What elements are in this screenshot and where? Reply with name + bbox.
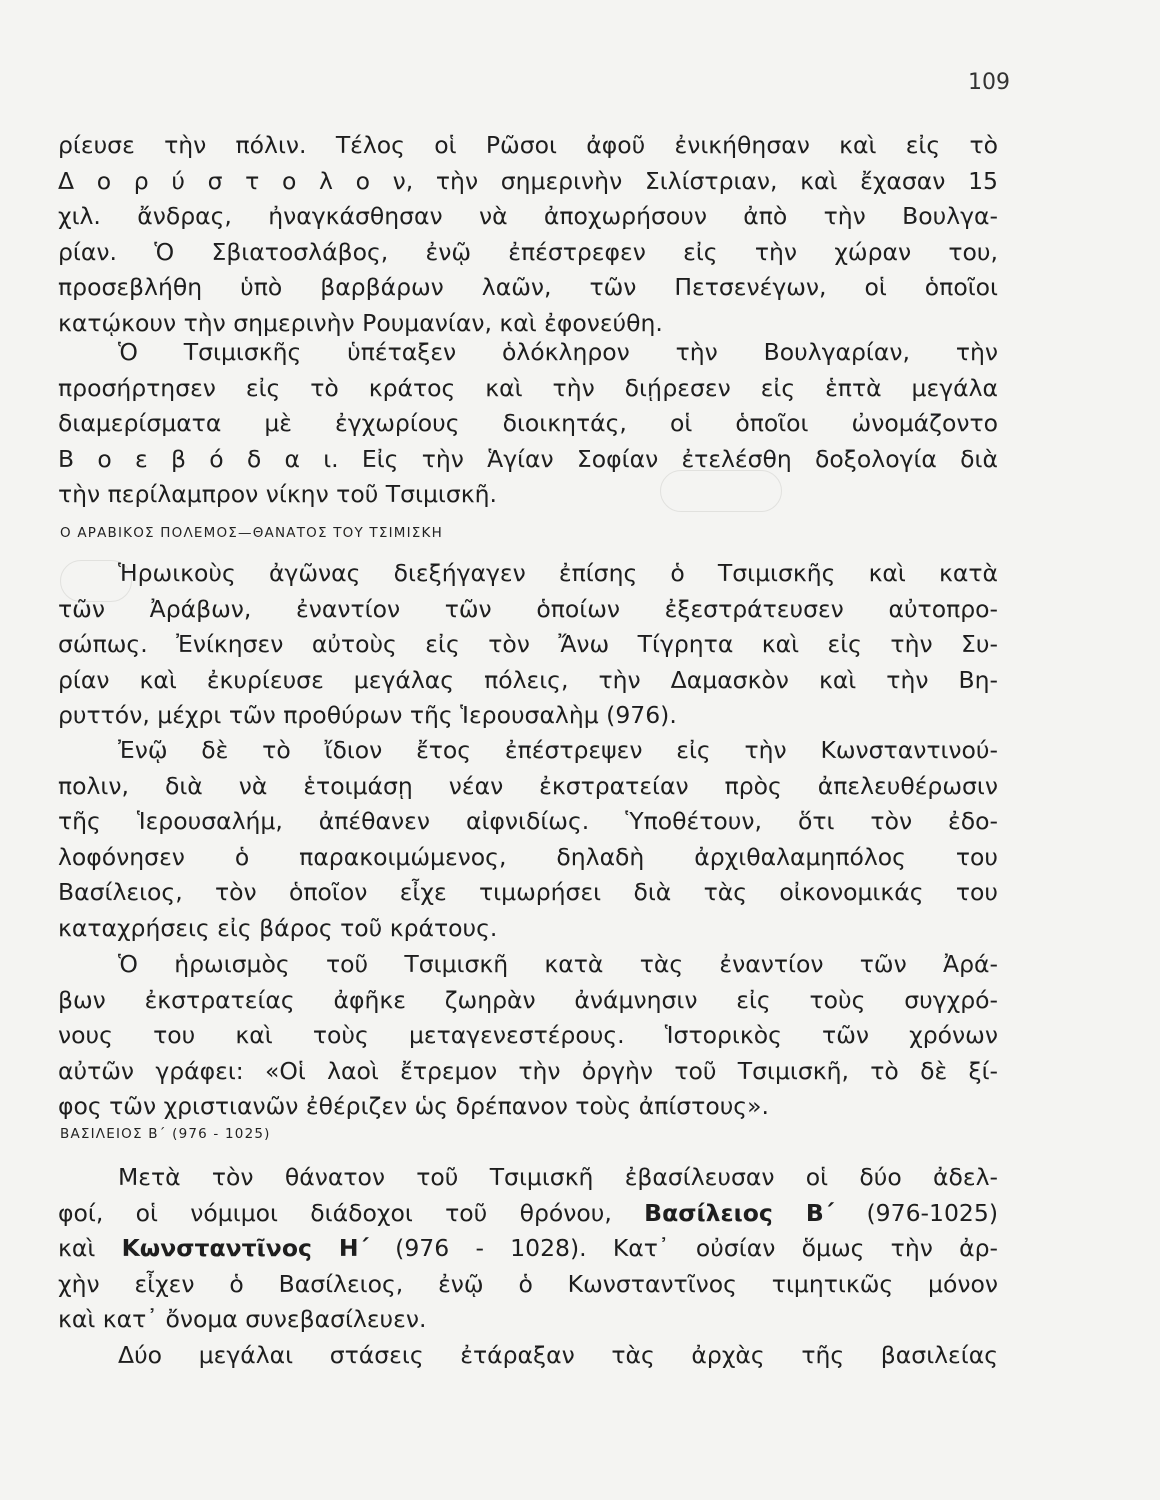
text-run: φοί, οἱ νόμιμοι διάδοχοι τοῦ θρόνου, — [58, 1198, 645, 1227]
text-line: διαμερίσματα μὲ ἐγχωρίους διοικητάς, οἱ ὁποῖοι ὠνομάζοντο — [58, 409, 998, 438]
text-run: καὶ — [58, 1234, 122, 1263]
text-line: κατῴκουν τὴν σημερινὴν Ρουμανίαν, καὶ ἐφονεύθη. — [58, 308, 663, 337]
text-line: νους του καὶ τοὺς μεταγενεστέρους. Ἱστορικὸς τῶν χρόνων — [58, 1021, 998, 1050]
text-line: προσεβλήθη ὑπὸ βαρβάρων λαῶν, τῶν Πετσενέγων, οἱ ὁποῖοι — [58, 273, 998, 302]
bold-name-constantine: Κωνσταντῖνος Η΄ — [121, 1234, 369, 1263]
text-line: προσήρτησεν εἰς τὸ κράτος καὶ τὴν διῄρεσεν εἰς ἑπτὰ μεγάλα — [58, 373, 998, 402]
text-line: τῆς Ἱερουσαλήμ, ἀπέθανεν αἰφνιδίως. Ὑποθέτουν, ὅτι τὸν ἐδο- — [58, 807, 998, 836]
text-run: (976 - 1028). Κατ᾽ οὐσίαν ὅμως τὴν ἀρ- — [368, 1234, 998, 1263]
section-heading-arab-war: Ο ΑΡΑΒΙΚΟΣ ΠΟΛΕΜΟΣ—ΘΑΝΑΤΟΣ ΤΟΥ ΤΣΙΜΙΣΚΗ — [60, 525, 443, 541]
text-line: χὴν εἶχεν ὁ Βασίλειος, ἐνῷ ὁ Κωνσταντῖνος τιμητικῶς μόνον — [58, 1269, 998, 1298]
text-line: Δ ο ρ ύ σ τ ο λ ο ν, τὴν σημερινὴν Σιλίστριαν, καὶ ἔχασαν 15 — [58, 166, 998, 195]
text-line: ρίαν καὶ ἐκυρίευσε μεγάλας πόλεις, τὴν Δαμασκὸν καὶ τὴν Βη- — [58, 665, 998, 694]
text-line: βων ἐκστρατείας ἀφῆκε ζωηρὰν ἀνάμνησιν εἰς τοὺς συγχρό- — [58, 985, 998, 1014]
text-line: πολιν, διὰ νὰ ἑτοιμάσῃ νέαν ἐκστρατείαν πρὸς ἀπελευθέρωσιν — [58, 771, 998, 800]
paragraph-6 — [58, 1160, 998, 1338]
text-line: Ἐνῷ δὲ τὸ ἴδιον ἔτος ἐπέστρεψεν εἰς τὴν Κωνσταντινού- — [118, 736, 998, 764]
paragraph-7 — [58, 1338, 998, 1374]
text-line: Ὁ ἡρωισμὸς τοῦ Τσιμισκῆ κατὰ τὰς ἐναντίον τῶν Ἀρά- — [118, 950, 998, 978]
text-line: Βασίλειος, τὸν ὁποῖον εἶχε τιμωρήσει διὰ τὰς οἰκονομικάς του — [58, 878, 998, 907]
text-run: (976-1025) — [834, 1198, 998, 1227]
bold-name-basil: Βασίλειος Β΄ — [644, 1198, 835, 1227]
text-line: τὴν περίλαμπρον νίκην τοῦ Τσιμισκῆ. — [58, 480, 497, 509]
text-line: χιλ. ἄνδρας, ἠναγκάσθησαν νὰ ἀποχωρήσουν ἀπὸ τὴν Βουλγα- — [58, 202, 998, 231]
text-line: καταχρήσεις εἰς βάρος τοῦ κράτους. — [58, 913, 498, 942]
text-line: ρυττόν, μέχρι τῶν προθύρων τῆς Ἱερουσαλὴμ (976). — [58, 701, 677, 730]
paragraph-3 — [58, 556, 998, 734]
text-line: Ἡρωικοὺς ἀγῶνας διεξήγαγεν ἐπίσης ὁ Τσιμισκῆς καὶ κατὰ — [118, 559, 998, 587]
text-line — [58, 1196, 998, 1232]
text-line: Δύο μεγάλαι στάσεις ἐτάραξαν τὰς ἀρχὰς τῆς βασιλείας — [118, 1341, 998, 1369]
text-line: αὐτῶν γράφει: «Οἱ λαοὶ ἔτρεμον τὴν ὀργὴν τοῦ Τσιμισκῆ, τὸ δὲ ξί- — [58, 1056, 998, 1085]
section-heading-basil-ii: ΒΑΣΙΛΕΙΟΣ Β΄ (976 - 1025) — [60, 1126, 271, 1142]
text-line: καὶ κατ᾽ ὄνομα συνεβασίλευεν. — [58, 1305, 427, 1334]
text-line: ρίαν. Ὁ Σβιατοσλάβος, ἐνῷ ἐπέστρεφεν εἰς τὴν χώραν του, — [58, 237, 998, 266]
text-line: λοφόνησεν ὁ παρακοιμώμενος, δηλαδὴ ἀρχιθαλαμηπόλος του — [58, 842, 998, 871]
text-line: Β ο ε β ό δ α ι. Εἰς τὴν Ἁγίαν Σοφίαν ἐτελέσθη δοξολογία διὰ — [58, 444, 998, 473]
paragraph-4 — [58, 733, 998, 947]
text-line: Μετὰ τὸν θάνατον τοῦ Τσιμισκῆ ἐβασίλευσαν οἱ δύο ἀδελ- — [118, 1163, 998, 1191]
paragraph-1 — [58, 128, 998, 342]
text-line: Ὁ Τσιμισκῆς ὑπέταξεν ὁλόκληρον τὴν Βουλγαρίαν, τὴν — [118, 338, 998, 366]
text-line: σώπως. Ἐνίκησεν αὐτοὺς εἰς τὸν Ἄνω Τίγρητα καὶ εἰς τὴν Συ- — [58, 630, 998, 659]
paragraph-2 — [58, 335, 998, 513]
paragraph-5 — [58, 947, 998, 1125]
text-line: ρίευσε τὴν πόλιν. Τέλος οἱ Ρῶσοι ἀφοῦ ἐνικήθησαν καὶ εἰς τὸ — [58, 131, 998, 159]
text-line: φος τῶν χριστιανῶν ἐθέριζεν ὡς δρέπανον τοὺς ἀπίστους». — [58, 1092, 769, 1121]
text-line — [58, 1231, 998, 1267]
page-number: 109 — [968, 70, 1010, 95]
text-line: τῶν Ἀράβων, ἐναντίον τῶν ὁποίων ἐξεστράτευσεν αὐτοπρο- — [58, 594, 998, 623]
